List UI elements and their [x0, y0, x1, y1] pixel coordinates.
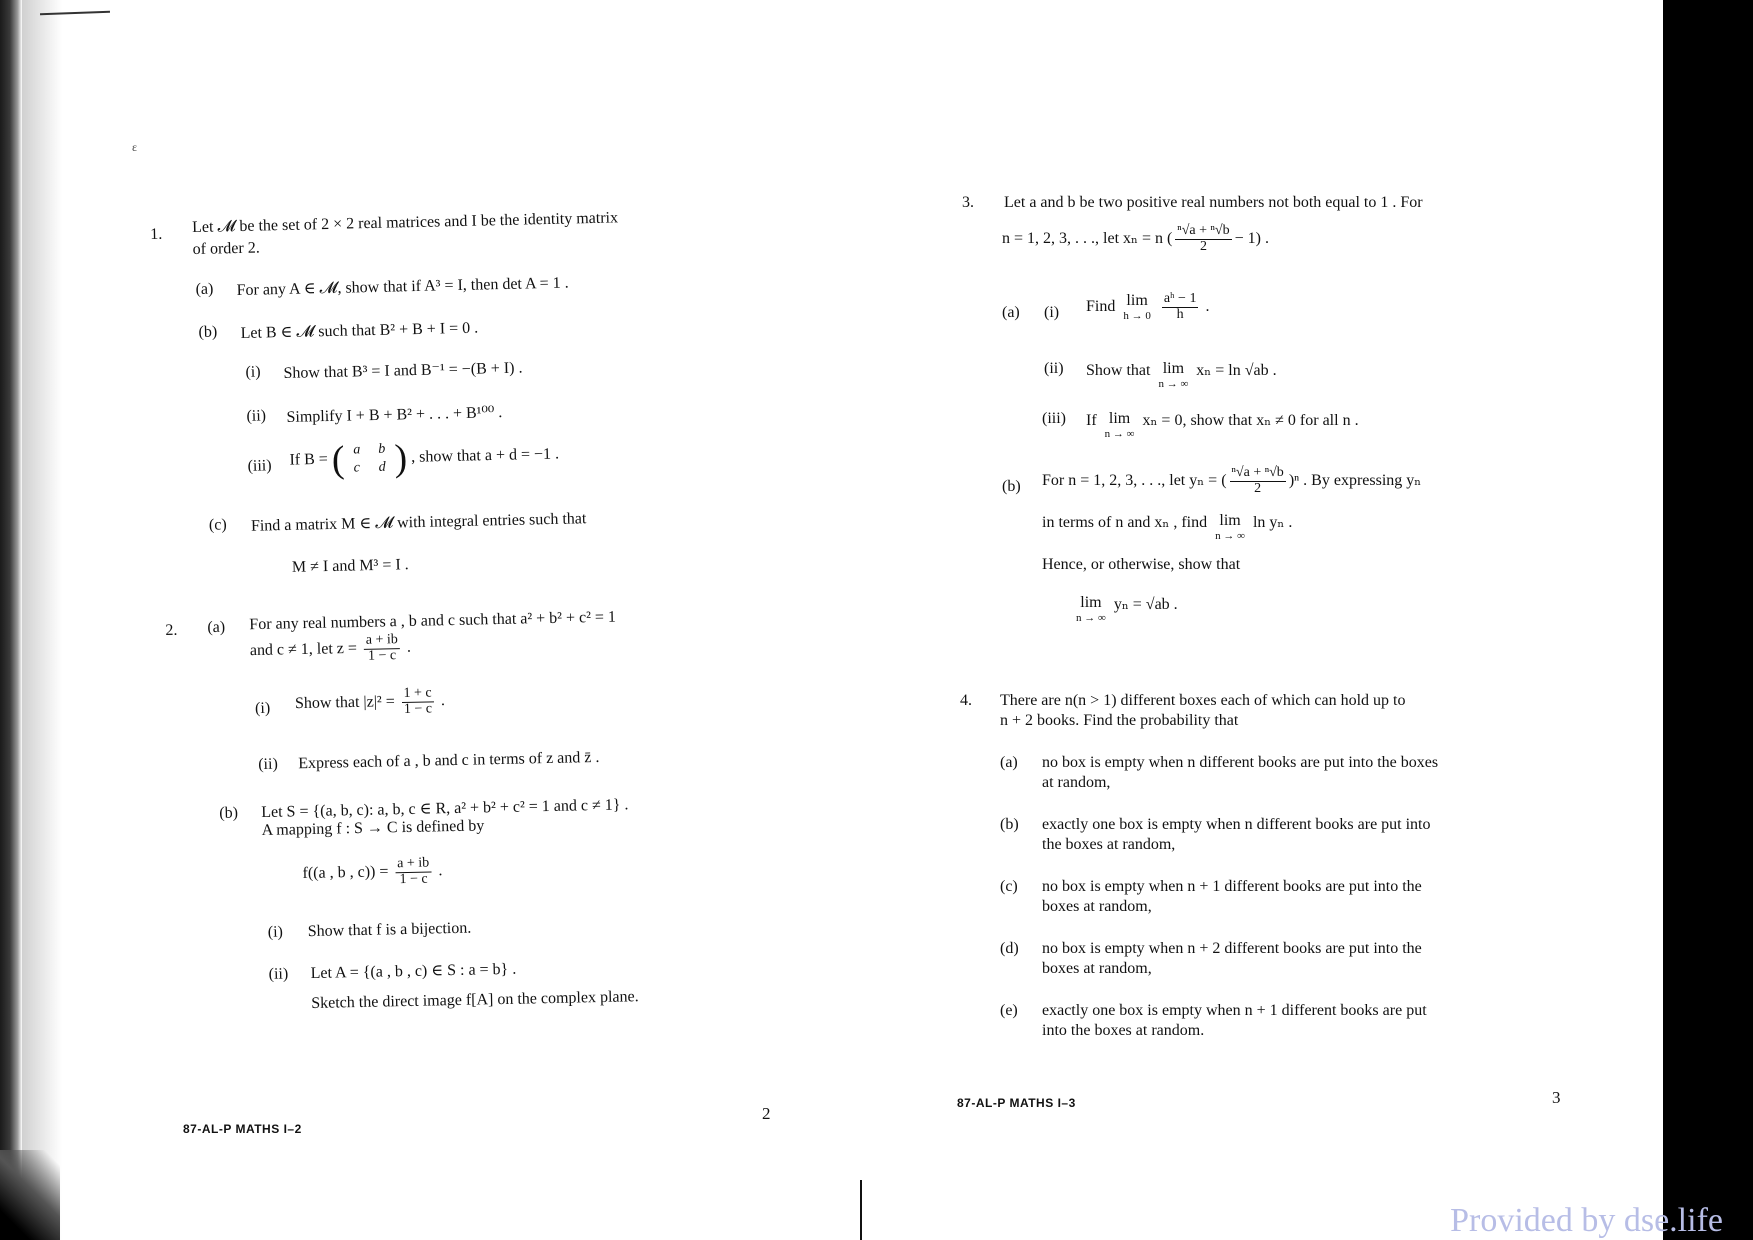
q2a-text: For any real numbers a , b and c such that a² + b² + c² = 1 [249, 608, 617, 634]
fraction [1162, 292, 1199, 322]
q1-intro-line2: of order 2. [192, 239, 260, 259]
q1-intro-line1: Let 𝓜 be the set of 2 × 2 real matrices and I be the identity matrix [191, 209, 619, 237]
q2a-line2: and c ≠ 1, let z = $\frac{a + ib}{1 - c}$ . [249, 632, 412, 664]
q2ai-label: (i) [254, 699, 271, 718]
right-page-number: 3 [1552, 1088, 1561, 1107]
q1biii-label: (iii) [247, 457, 272, 475]
limit-subscript: h → 0 [1123, 309, 1151, 322]
left-page-number: 2 [762, 1104, 771, 1123]
scan-left-shadow [22, 0, 62, 1240]
q2b-map: f((a , b , c)) = $\frac{a + ib}{1 - c}$ . [302, 855, 443, 887]
matrix-entry: c [353, 460, 361, 476]
q3aii-label: (ii) [1044, 360, 1064, 377]
limit-word: lim [1126, 292, 1148, 309]
q3b-label: (b) [1002, 478, 1021, 495]
question-number: 4. [960, 692, 972, 709]
q2aii-label: (ii) [258, 755, 278, 774]
q3b-final-post: yₙ = √ab . [1113, 596, 1178, 613]
q3aiii-post: xₙ = 0, show that xₙ ≠ 0 for all n . [1142, 412, 1359, 429]
q3aii-pre: Show that [1086, 362, 1151, 379]
q3ai-pre: Find [1086, 297, 1116, 315]
q3aiii-line [1086, 410, 1359, 440]
q1biii-post: , show that a + d = −1 . [410, 445, 560, 466]
q3aii-post: xₙ = ln √ab . [1196, 362, 1277, 379]
q3b-final [1072, 594, 1178, 624]
numerator: aʰ − 1 [1163, 291, 1197, 306]
right-footer: 87-AL-P MATHS I–3 [957, 1096, 1076, 1110]
denominator: 1 − c [399, 871, 428, 887]
limit [1123, 292, 1151, 322]
limit-word: lim [1108, 410, 1131, 427]
q4-intro-line1: There are n(n > 1) different boxes each of which can hold up to [1000, 692, 1406, 709]
denominator: 1 − c [367, 647, 397, 664]
q3a-label: (a) [1002, 304, 1020, 321]
q2b-map-pre: f((a , b , c)) = [302, 863, 389, 883]
q3b-line2-pre: in terms of n and xₙ , find [1042, 514, 1208, 531]
q1bii-label: (ii) [246, 407, 267, 425]
limit-word: lim [1162, 360, 1185, 377]
q1bii-text: Simplify I + B + B² + . . . + B¹⁰⁰ . [286, 404, 503, 426]
denominator: 2 [1254, 480, 1262, 496]
matrix-entry: b [378, 441, 386, 457]
q2b-text2: A mapping f : S → C is defined by [261, 817, 485, 840]
q4-item-line2: at random, [1042, 774, 1111, 791]
watermark: Provided by dse.life [1450, 1202, 1723, 1239]
q1c-text: Find a matrix M ∈ 𝓜 with integral entries such that [250, 510, 587, 535]
q3-intro-pre: n = 1, 2, 3, . . ., let xₙ = n ( [1002, 229, 1173, 247]
q2b-text: Let S = {(a, b, c): a, b, c ∈ R, a² + b² + c² = 1 and c ≠ 1} . [261, 796, 629, 822]
limit-subscript: n → ∞ [1104, 427, 1135, 440]
scan-left-edge [0, 0, 22, 1240]
q2ai-line: Show that |z|² = $\frac{1 + c}{1 - c}$ . [294, 685, 446, 717]
q2bi-text: Show that f is a bijection. [307, 919, 472, 941]
question-number: 3. [962, 194, 974, 211]
fraction [1230, 466, 1286, 496]
q3b-post: )ⁿ . By expressing yₙ [1288, 471, 1422, 489]
numerator: a + ib [395, 856, 431, 872]
q4-item-line2: into the boxes at random. [1042, 1022, 1205, 1039]
fraction [364, 633, 401, 664]
fraction [1175, 224, 1231, 254]
fraction [395, 856, 432, 887]
limit-subscript: n → ∞ [1158, 377, 1189, 390]
limit-word: lim [1219, 512, 1241, 529]
q4-item-line1: no box is empty when n + 2 different books are put into the [1042, 940, 1422, 957]
q1b-text: Let B ∈ 𝓜 such that B² + B + I = 0 . [240, 319, 479, 342]
denominator: 2 [1199, 238, 1207, 254]
q4-item-label: (c) [1000, 878, 1018, 895]
q2ai-pre: Show that |z|² = [294, 693, 395, 713]
q2a-label: (a) [207, 618, 226, 637]
limit [1105, 410, 1135, 440]
stray-mark: ɛ [132, 140, 138, 154]
question-number: 1. [150, 225, 163, 243]
fraction [401, 686, 434, 717]
q1c-text2: M ≠ I and M³ = I . [291, 556, 409, 576]
q3-intro-post: − 1) . [1234, 229, 1269, 247]
q3b-line2-post: ln yₙ . [1252, 514, 1293, 531]
q4-item-line2: boxes at random, [1042, 960, 1152, 977]
q1biii-line [289, 433, 560, 483]
q3aiii-label: (iii) [1042, 410, 1066, 427]
q1a-label: (a) [195, 280, 214, 298]
q4-item-line2: boxes at random, [1042, 898, 1152, 915]
q4-item-line1: no box is empty when n different books are put into the boxes [1042, 754, 1439, 771]
matrix-entry: a [353, 442, 361, 458]
q3b-pre: For n = 1, 2, 3, . . ., let yₙ = ( [1042, 471, 1227, 489]
matrix-B: ( a b c d ) [331, 437, 408, 481]
q2aii-text: Express each of a , b and c in terms of z and z̄ . [298, 748, 600, 773]
q2b-label: (b) [219, 804, 239, 822]
q3b-line3: Hence, or otherwise, show that [1042, 556, 1241, 573]
q1c-label: (c) [208, 516, 227, 534]
q3b-line [1042, 466, 1421, 496]
q4-item-label: (b) [1000, 816, 1019, 833]
page-gutter [860, 1180, 862, 1240]
q4-item-label: (a) [1000, 754, 1018, 771]
question-number: 2. [165, 621, 178, 639]
q3b-line2 [1042, 512, 1292, 542]
q4-item-label: (d) [1000, 940, 1019, 957]
denominator: 1 − c [403, 701, 433, 717]
left-footer: 87-AL-P MATHS I–2 [183, 1122, 302, 1136]
q4-item-line1: exactly one box is empty when n + 1 different books are put [1042, 1002, 1427, 1019]
denominator: h [1176, 306, 1184, 322]
q2bii-label: (ii) [268, 965, 289, 983]
numerator: ⁿ√a + ⁿ√b [1177, 223, 1230, 238]
matrix-entry: d [378, 459, 386, 475]
q4-item-line2: the boxes at random, [1042, 836, 1176, 853]
q2bii-text2: Sketch the direct image f[A] on the complex plane. [311, 988, 639, 1013]
q3aiii-pre: If [1086, 412, 1097, 429]
q4-item-label: (e) [1000, 1002, 1018, 1019]
limit [1158, 360, 1188, 390]
q3ai-line: Find lim h → 0 $\frac{\text{aʰ − 1}}{h}$ . [1086, 291, 1210, 322]
limit-word: lim [1080, 594, 1102, 611]
q3-intro-line1: Let a and b be two positive real numbers not both equal to 1 . For [1004, 194, 1423, 211]
limit [1076, 594, 1106, 624]
q2bi-label: (i) [267, 923, 284, 941]
q1a-text: For any A ∈ 𝓜, show that if A³ = I, then det A = 1 . [236, 274, 569, 300]
q1b-label: (b) [198, 323, 218, 341]
q1bi-text: Show that B³ = I and B⁻¹ = −(B + I) . [283, 359, 523, 383]
numerator: ⁿ√a + ⁿ√b [1231, 465, 1284, 480]
q2a-line2-pre: and c ≠ 1, let z = [249, 639, 358, 660]
q4-intro-line2: n + 2 books. Find the probability that [1000, 712, 1239, 729]
q1biii-pre: If B = [289, 450, 329, 469]
scan-bottom-left-corner [0, 1150, 60, 1240]
limit-subscript: n → ∞ [1215, 529, 1245, 542]
q3-intro-line2 [1002, 224, 1269, 254]
scan-right-edge [1663, 0, 1753, 1240]
q1bi-label: (i) [245, 363, 261, 381]
limit [1215, 512, 1245, 542]
limit-subscript: n → ∞ [1076, 611, 1106, 624]
numerator: a + ib [364, 633, 400, 649]
q2bii-text: Let A = {(a , b , c) ∈ S : a = b} . [310, 960, 517, 983]
q3aii-line [1086, 360, 1277, 390]
q4-item-line1: no box is empty when n + 1 different books are put into the [1042, 878, 1422, 895]
q4-item-line1: exactly one box is empty when n different books are put into [1042, 816, 1431, 833]
q3ai-label: (i) [1044, 304, 1060, 321]
numerator: 1 + c [401, 686, 433, 702]
